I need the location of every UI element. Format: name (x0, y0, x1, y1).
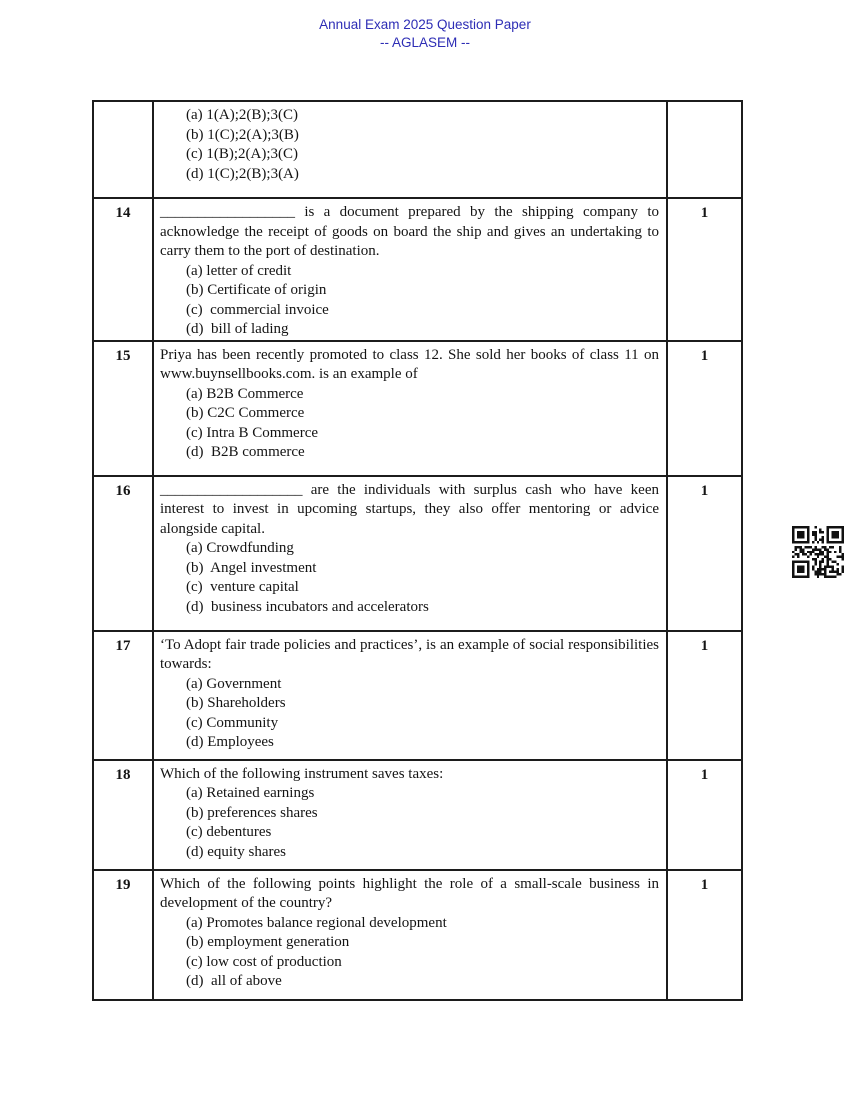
marks-value: 1 (667, 760, 742, 870)
question-table (92, 100, 743, 1001)
question-option: (a) Crowdfunding (186, 540, 294, 556)
question-option: (d) 1(C);2(B);3(A) (186, 165, 299, 182)
question-text: Which of the following points highlight the role of a small-scale business in development of the country? (160, 875, 659, 911)
question-option: (b) Certificate of origin (186, 282, 327, 298)
marks-value: 1 (667, 631, 742, 760)
question-option: (b) Shareholders (186, 695, 286, 711)
question-option: (a) letter of credit (186, 262, 292, 279)
question-option: (b) 1(C);2(A);3(B) (186, 126, 299, 143)
marks-value (667, 101, 742, 198)
question-row (93, 870, 742, 1000)
question-text: Which of the following instrument saves taxes: (160, 765, 444, 782)
question-option: (d) Employees (186, 734, 274, 750)
question-option: (c) venture capital (186, 579, 299, 595)
question-number: 16 (93, 476, 153, 631)
question-text: ‘To Adopt fair trade policies and practices’, is an example of social responsibilities towards: (160, 636, 659, 672)
question-cell (153, 631, 667, 760)
question-option: (b) C2C Commerce (186, 405, 305, 421)
question-number: 17 (93, 631, 153, 760)
question-option: (c) Community (186, 714, 279, 731)
question-option: (b) Angel investment (186, 559, 317, 576)
question-option: (a) Government (186, 675, 282, 692)
question-option: (a) Promotes balance regional development (186, 914, 447, 931)
question-option: (d) B2B commerce (186, 444, 305, 460)
question-number: 14 (93, 198, 153, 341)
question-row (93, 198, 742, 341)
question-option: (a) Retained earnings (186, 785, 315, 801)
question-option: (d) equity shares (186, 843, 286, 860)
question-text: ___________________ are the individuals with surplus cash who have keen interest to invest in upcoming startups, they also offer mentoring or advice alongside capital. (160, 481, 659, 537)
marks-value: 1 (667, 870, 742, 1000)
question-cell (153, 870, 667, 1000)
question-text: __________________ is a document prepared by the shipping company to acknowledge the receipt of goods on board the ship and gives an undertaking to carry them to the port of destination. (160, 204, 659, 259)
question-row (93, 101, 742, 198)
question-row (93, 760, 742, 870)
question-row (93, 476, 742, 631)
question-option: (b) employment generation (186, 934, 350, 950)
marks-value: 1 (667, 476, 742, 631)
question-option: (a) 1(A);2(B);3(C) (186, 107, 299, 123)
question-row (93, 631, 742, 760)
question-text: Priya has been recently promoted to class 12. She sold her books of class 11 on www.buynsellbooks.com. is an example of (160, 346, 659, 382)
question-cell (153, 101, 667, 198)
page-header (0, 16, 850, 52)
marks-value: 1 (667, 198, 742, 341)
question-option: (c) low cost of production (186, 953, 342, 970)
question-number: 18 (93, 760, 153, 870)
qr-code-icon (792, 526, 844, 578)
question-option: (c) Intra B Commerce (186, 424, 319, 441)
page-subtitle: -- AGLASEM -- (379, 35, 470, 50)
question-option: (b) preferences shares (186, 804, 318, 821)
question-number: 19 (93, 870, 153, 1000)
question-number: 15 (93, 341, 153, 476)
question-cell (153, 341, 667, 476)
question-option: (d) business incubators and accelerators (186, 598, 429, 615)
question-cell (153, 476, 667, 631)
question-option: (c) commercial invoice (186, 301, 329, 318)
question-option: (c) 1(B);2(A);3(C) (186, 146, 299, 162)
question-cell (153, 760, 667, 870)
question-cell (153, 198, 667, 341)
question-row (93, 341, 742, 476)
question-option: (d) all of above (186, 973, 282, 989)
question-option: (c) debentures (186, 824, 272, 840)
marks-value: 1 (667, 341, 742, 476)
page-title: Annual Exam 2025 Question Paper (319, 17, 531, 32)
question-option: (a) B2B Commerce (186, 385, 304, 402)
question-option: (d) bill of lading (186, 321, 289, 337)
question-number (93, 101, 153, 198)
